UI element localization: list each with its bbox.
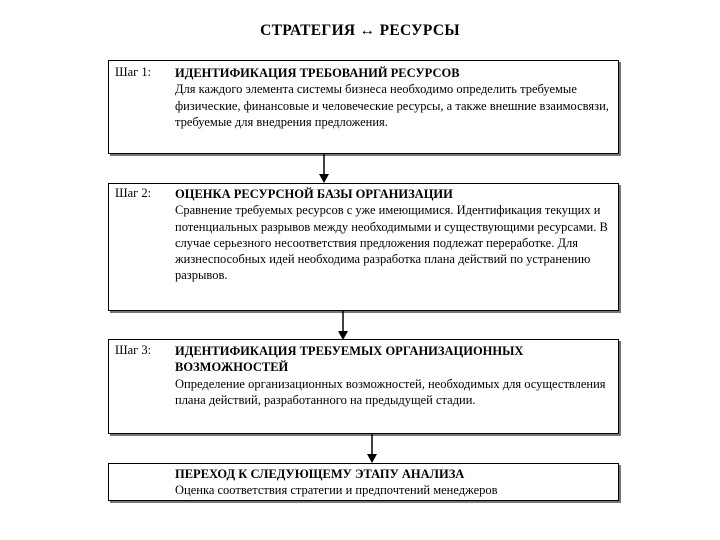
- next-stage-text: Оценка соответствия стратегии и предпочтений менеджеров: [175, 483, 498, 498]
- step-2-label: Шаг 2:: [115, 186, 152, 200]
- step-1-box: [108, 60, 619, 154]
- step-3-text: Определение организационных возможностей, необходимых для осуществления плана действий, разработанного на предыдущей стадии.: [175, 376, 606, 407]
- arrow-3: [365, 434, 379, 464]
- step-3-heading: ИДЕНТИФИКАЦИЯ ТРЕБУЕМЫХ ОРГАНИЗАЦИОННЫХ ВОЗМОЖНОСТЕЙ: [175, 344, 524, 375]
- step-2-text: Сравнение требуемых ресурсов с уже имеющимися. Идентификация текущих и потенциальных разрывов между необходимыми и существующими ресурсами. В случае серьезного несоответствия предложения подлежат переработке. Для жизнеспособных идей необходима разработка плана действий по устранению разрывов.: [175, 203, 608, 283]
- step-3-label: Шаг 3:: [115, 343, 152, 357]
- step-2-box: [108, 183, 619, 311]
- arrow-1: [317, 154, 331, 184]
- next-stage-box: [108, 463, 619, 501]
- step-1-label: Шаг 1:: [115, 65, 152, 79]
- step-3-box: [108, 339, 619, 434]
- step-2-heading: ОЦЕНКА РЕСУРСНОЙ БАЗЫ ОРГАНИЗАЦИИ: [175, 187, 453, 201]
- next-stage-heading: ПЕРЕХОД К СЛЕДУЮЩЕМУ ЭТАПУ АНАЛИЗА: [175, 467, 465, 481]
- step-1-heading: ИДЕНТИФИКАЦИЯ ТРЕБОВАНИЙ РЕСУРСОВ: [175, 66, 460, 80]
- step-1-text: Для каждого элемента системы бизнеса необходимо определить требуемые физические, финансовые и человеческие ресурсы, а также внешние взаимосвязи, требуемые для внедрения предложения.: [175, 82, 609, 129]
- arrow-2: [336, 311, 350, 341]
- diagram-title: СТРАТЕГИЯ ↔ РЕСУРСЫ: [260, 22, 460, 39]
